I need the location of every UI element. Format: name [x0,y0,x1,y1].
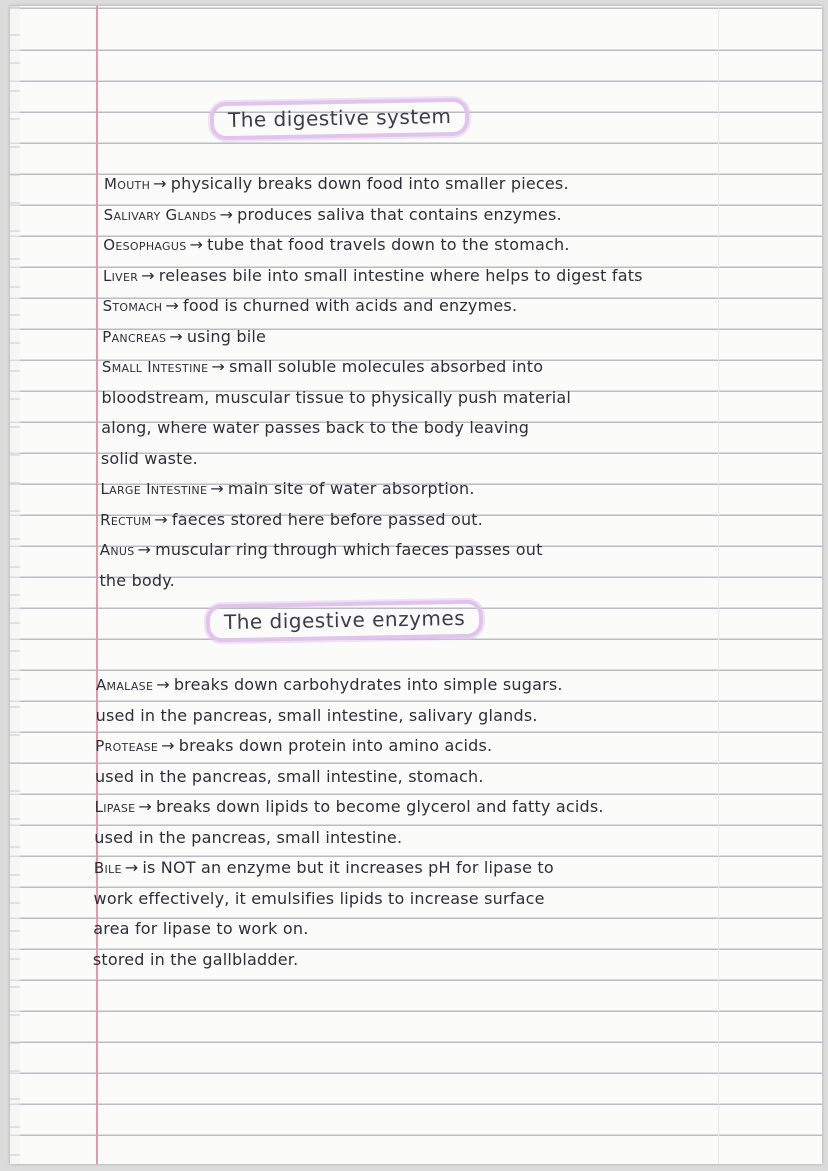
note-text: breaks down lipids to become glycerol and fatty acids. [156,797,604,816]
note-term: Lipase [94,798,136,816]
note-text: the body. [99,570,175,590]
note-text: work effectively, it emulsifies lipids to increase surface [93,888,545,908]
note-term: Salivary Glands [103,205,217,224]
note-text: tube that food travels down to the stomach. [207,235,570,254]
note-text: along, where water passes back to the body leaving [101,418,530,437]
note-text: produces saliva that contains enzymes. [237,204,562,224]
note-line [101,416,811,440]
note-line [102,386,812,410]
note-line [104,172,814,196]
note-term: Anus [99,541,135,559]
note-text: muscular ring through which faeces passes out [155,540,543,559]
note-text: used in the pancreas, small intestine, stomach. [94,766,484,786]
note-text: releases bile into small intestine where helps to digest fats [158,265,643,285]
arrow-icon: → [211,357,226,376]
arrow-icon: → [153,174,167,193]
note-text: area for lipase to work on. [93,919,309,938]
arrow-icon: → [156,675,170,694]
note-line [100,508,810,532]
note-term: Protease [95,737,159,755]
note-term: Stomach [102,297,163,315]
note-line [93,948,803,972]
note-line [103,233,813,257]
note-term: Small Intestine [101,358,209,376]
note-term: Rectum [100,510,152,529]
note-term: Mouth [104,175,151,193]
spiral-binding [10,6,20,1164]
note-text: main site of water absorption. [227,479,475,498]
note-text: physically breaks down food into smaller pieces. [170,174,569,193]
note-line [95,795,805,819]
heading-digestive-system: The digestive system [210,98,470,141]
note-text: stored in the gallbladder. [92,949,299,969]
note-term: Bile [93,859,122,877]
arrow-icon: → [219,204,234,224]
arrow-icon: → [137,540,152,559]
arrow-icon: → [161,736,175,755]
note-line [101,477,811,501]
note-line [94,826,804,850]
note-line [102,355,812,379]
note-text: faeces stored here before passed out. [171,509,484,529]
note-line [103,264,813,288]
note-line [93,917,803,941]
arrow-icon: → [189,235,204,254]
note-line [95,734,805,758]
arrow-icon: → [154,509,168,529]
note-text: small soluble molecules absorbed into [229,357,544,376]
arrow-icon: → [138,797,152,816]
notebook-page [10,6,822,1164]
arrow-icon: → [141,265,155,285]
note-term: Oesophagus [103,236,187,254]
note-term: Pancreas [102,327,167,346]
note-term: Amalase [96,676,154,694]
arrow-icon: → [169,326,183,346]
note-line [95,765,805,789]
note-text: bloodstream, muscular tissue to physically push material [101,387,572,407]
note-text: food is churned with acids and enzymes. [182,296,518,315]
note-text: using bile [186,326,267,346]
note-text: used in the pancreas, small intestine, salivary glands. [95,705,538,725]
note-line [99,569,809,593]
arrow-icon: → [210,479,224,498]
arrow-icon: → [124,858,139,877]
note-line [104,203,814,227]
note-text: used in the pancreas, small intestine. [94,827,403,847]
margin-line [96,6,98,1164]
note-line [94,856,804,880]
arrow-icon: → [165,296,179,315]
note-text: breaks down carbohydrates into simple sugars. [173,675,563,694]
note-line [102,325,812,349]
note-text: solid waste. [100,448,198,468]
note-line [96,704,806,728]
note-term: Large Intestine [100,480,208,498]
note-term: Liver [102,266,139,285]
heading-digestive-enzymes: The digestive enzymes [206,600,484,643]
note-text: is NOT an enzyme but it increases pH for lipase to [142,858,554,877]
note-line [101,447,811,471]
note-line [103,294,813,318]
note-text: breaks down protein into amino acids. [178,736,493,755]
note-line [94,887,804,911]
note-line [100,538,810,562]
note-line [96,673,806,697]
